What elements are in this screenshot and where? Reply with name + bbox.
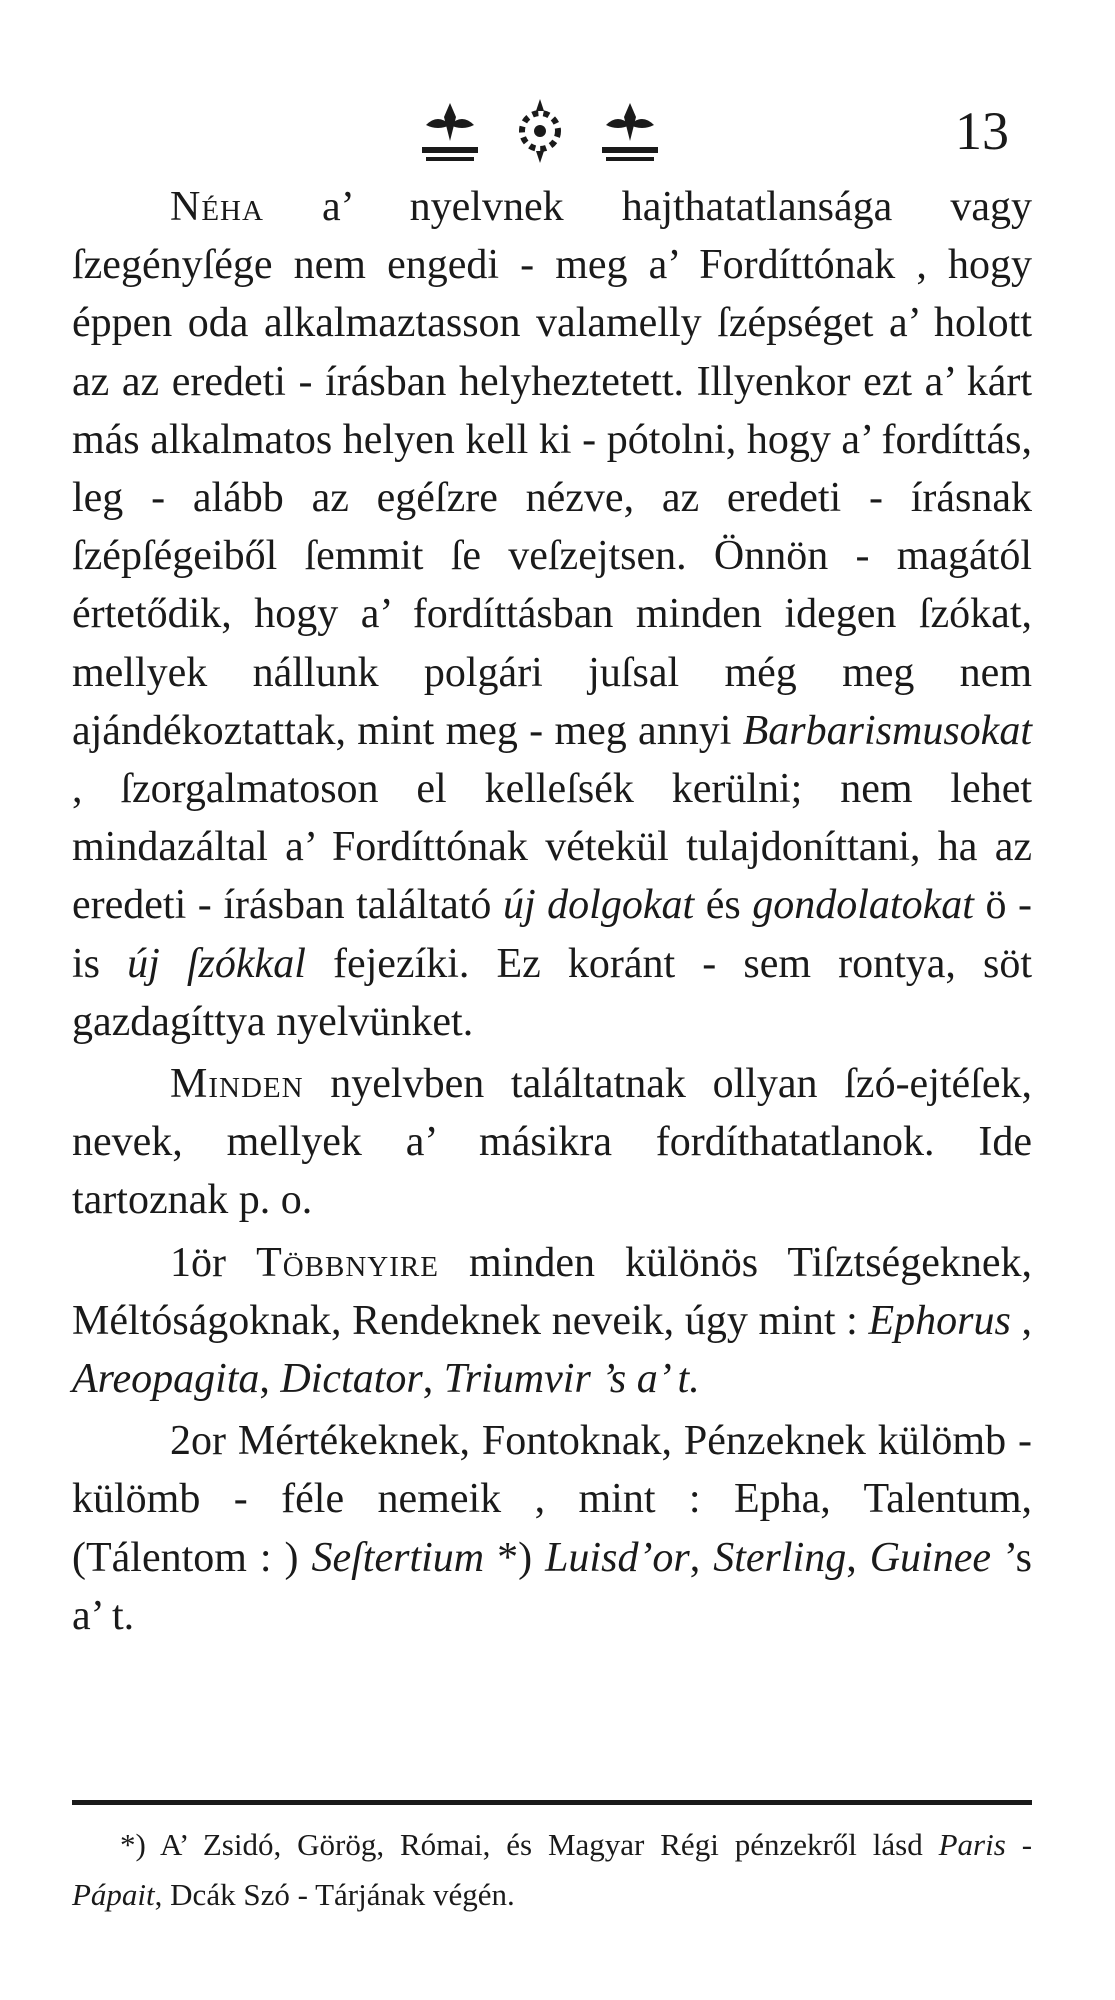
text-segment: , [689, 1534, 714, 1581]
text-segment: fejezíki. Ez koránt - sem rontya, söt gazdagíttya nyelvünket. [72, 940, 1033, 1045]
text-segment: , [259, 1356, 281, 1403]
italic-term: Barbarismusokat [742, 707, 1032, 754]
italic-term: Dictator [280, 1356, 423, 1403]
italic-term: Seſtertium [311, 1534, 485, 1581]
footnote-italic: Paris - Pápait [72, 1827, 1033, 1912]
italic-term: Areopagita [72, 1356, 260, 1403]
text-segment: minden különös Tiſztségeknek, Méltóságoknak, Rendeknek neveik, úgy mint : [72, 1239, 1032, 1344]
lead-word: Minden [170, 1061, 304, 1108]
main-text [72, 178, 1032, 1645]
list-number: 1ör [170, 1239, 257, 1286]
text-segment: nyelvben találtatnak ollyan ſzó-ejtéſek, nevek, mellyek a’ másikra fordíthatatlanok. Ide tartoznak p. o. [72, 1061, 1032, 1224]
page-number: 13 [955, 101, 1009, 161]
footnote-divider [72, 1800, 1032, 1805]
text-segment: , [1010, 1297, 1033, 1344]
text-segment: , [422, 1356, 444, 1403]
lead-word: Néha [170, 184, 264, 230]
text-segment: , [846, 1534, 870, 1581]
italic-term: új ſzókkal [127, 940, 306, 987]
paragraph-neha [72, 178, 1032, 1051]
italic-term: Triumvir ’s a’ t. [443, 1356, 700, 1403]
text-segment: ’s a’ t. [72, 1534, 1032, 1639]
paragraph-minden [72, 1055, 1032, 1230]
text-segment: Mértékeknek, Fontoknak, Pénzeknek külömb - külömb - féle nemeik , mint : Epha, Talentum, (Tálentom : ) [72, 1418, 1032, 1581]
italic-term: Ephorus [868, 1297, 1011, 1344]
italic-term: új dolgokat [502, 882, 695, 929]
text-segment: ö - is [72, 882, 1032, 987]
list-number: 2or [170, 1418, 238, 1465]
text-segment: a’ nyelvnek hajthatatlansága vagy ſzegényſége nem engedi - meg a’ Fordíttónak , hogy éppen oda alkalmaztasson valamelly ſzépséget a’ holott az az eredeti - írásban helyheztetett. Illyenkor ezt a’ kárt más alkalmatos helyen kell ki - pótolni, hogy a’ fordíttás, leg - alább az egéſzre nézve, az eredeti - írásnak ſzépſégeiből ſemmit ſe veſzejtsen. Önnön - magától értetődik, hogy a’ fordíttásban minden idegen ſzókat, mellyek nállunk polgári juſsal még meg nem ajándékoztattak, mint meg - meg annyi [72, 184, 1032, 754]
italic-term: Guinee [869, 1534, 992, 1581]
text-segment: *) [484, 1534, 546, 1581]
floral-ornament-icon [420, 95, 660, 165]
paragraph-item-1 [72, 1234, 1032, 1409]
italic-term: Sterling [713, 1534, 847, 1581]
italic-term: Luisd’or [545, 1534, 690, 1581]
lead-word: Többnyire [256, 1239, 439, 1286]
footnote [72, 1820, 1032, 1920]
footnote-text: *) A’ Zsidó, Görög, Római, és Magyar Régi pénzekről lásd [120, 1827, 939, 1862]
paragraph-item-2 [72, 1412, 1032, 1645]
footnote-text: , Dcák Szó - Tárjának végén. [154, 1877, 515, 1912]
text-segment: , ſzorgalmatoson el kelleſsék kerülni; nem lehet mindazáltal a’ Fordíttónak vétekül tulajdoníttani, ha az eredeti - írásban találtató [72, 766, 1032, 929]
italic-term: gondolatokat [752, 882, 974, 929]
text-segment: és [694, 882, 753, 929]
